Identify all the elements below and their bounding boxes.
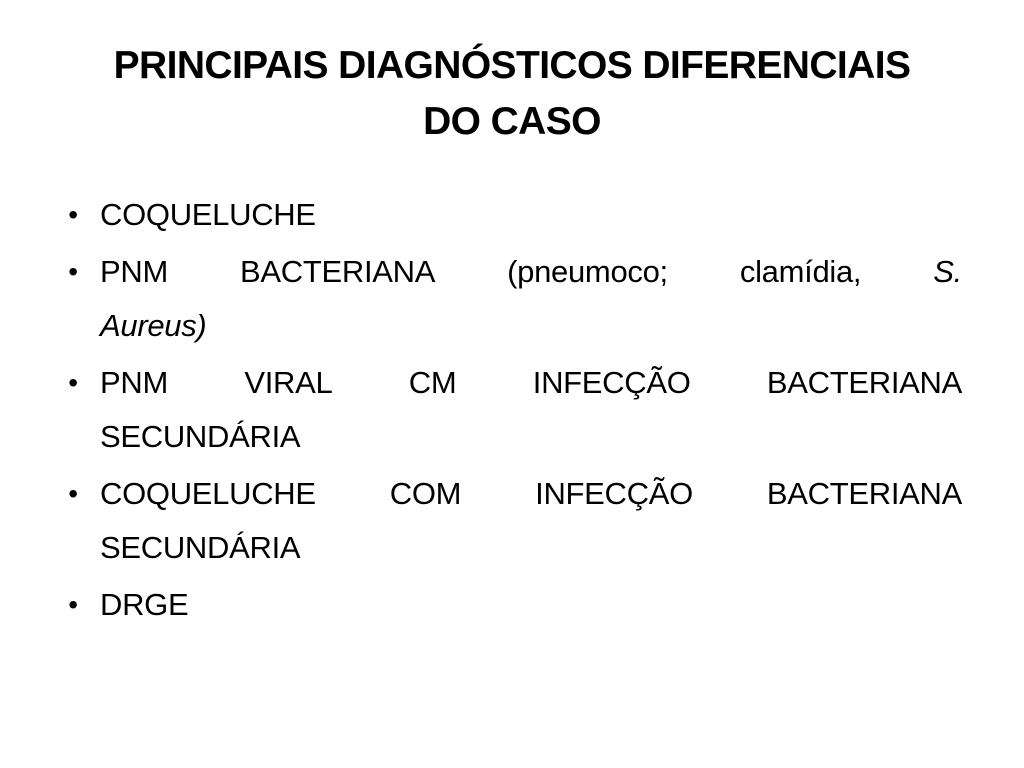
item-word: SECUNDÁRIA [100, 530, 301, 565]
item-text: COQUELUCHE [100, 197, 316, 232]
list-item [60, 578, 962, 632]
bullet-icon: • [68, 478, 78, 509]
item-line [100, 410, 962, 464]
item-word: BACTERIANA [240, 254, 436, 289]
slide-title [60, 38, 964, 150]
list-item [60, 245, 962, 353]
item-word: VIRAL [244, 365, 333, 400]
item-word: SECUNDÁRIA [100, 419, 301, 454]
item-word: COQUELUCHE [100, 476, 316, 511]
item-word: S. [933, 254, 962, 289]
item-line [100, 521, 962, 575]
slide-title-line-2: DO CASO [423, 100, 601, 143]
bullet-icon: • [68, 589, 78, 620]
list-item [60, 356, 962, 464]
item-word: PNM [100, 254, 168, 289]
item-line [100, 188, 962, 242]
item-word: Aureus) [100, 308, 207, 343]
list-item [60, 467, 962, 575]
diagnosis-list [60, 188, 962, 635]
item-word: PNM [100, 365, 168, 400]
item-line [100, 578, 962, 632]
item-word: INFECÇÃO [535, 476, 693, 511]
list-item [60, 188, 962, 242]
item-word: BACTERIANA [766, 476, 962, 511]
item-line [100, 467, 962, 521]
item-word: INFECÇÃO [532, 365, 691, 400]
item-text: DRGE [100, 587, 189, 622]
item-word: (pneumoco; [507, 254, 668, 289]
item-line [100, 356, 962, 410]
item-word: COM [389, 476, 462, 511]
item-line [100, 299, 962, 353]
slide-title-line-1: PRINCIPAIS DIAGNÓSTICOS DIFERENCIAIS [113, 44, 911, 87]
item-line [100, 245, 962, 299]
item-word: BACTERIANA [766, 365, 962, 400]
bullet-icon: • [68, 256, 78, 287]
item-word: clamídia, [739, 254, 862, 289]
bullet-icon: • [68, 367, 78, 398]
item-word: CM [408, 365, 457, 400]
bullet-icon: • [68, 199, 78, 230]
